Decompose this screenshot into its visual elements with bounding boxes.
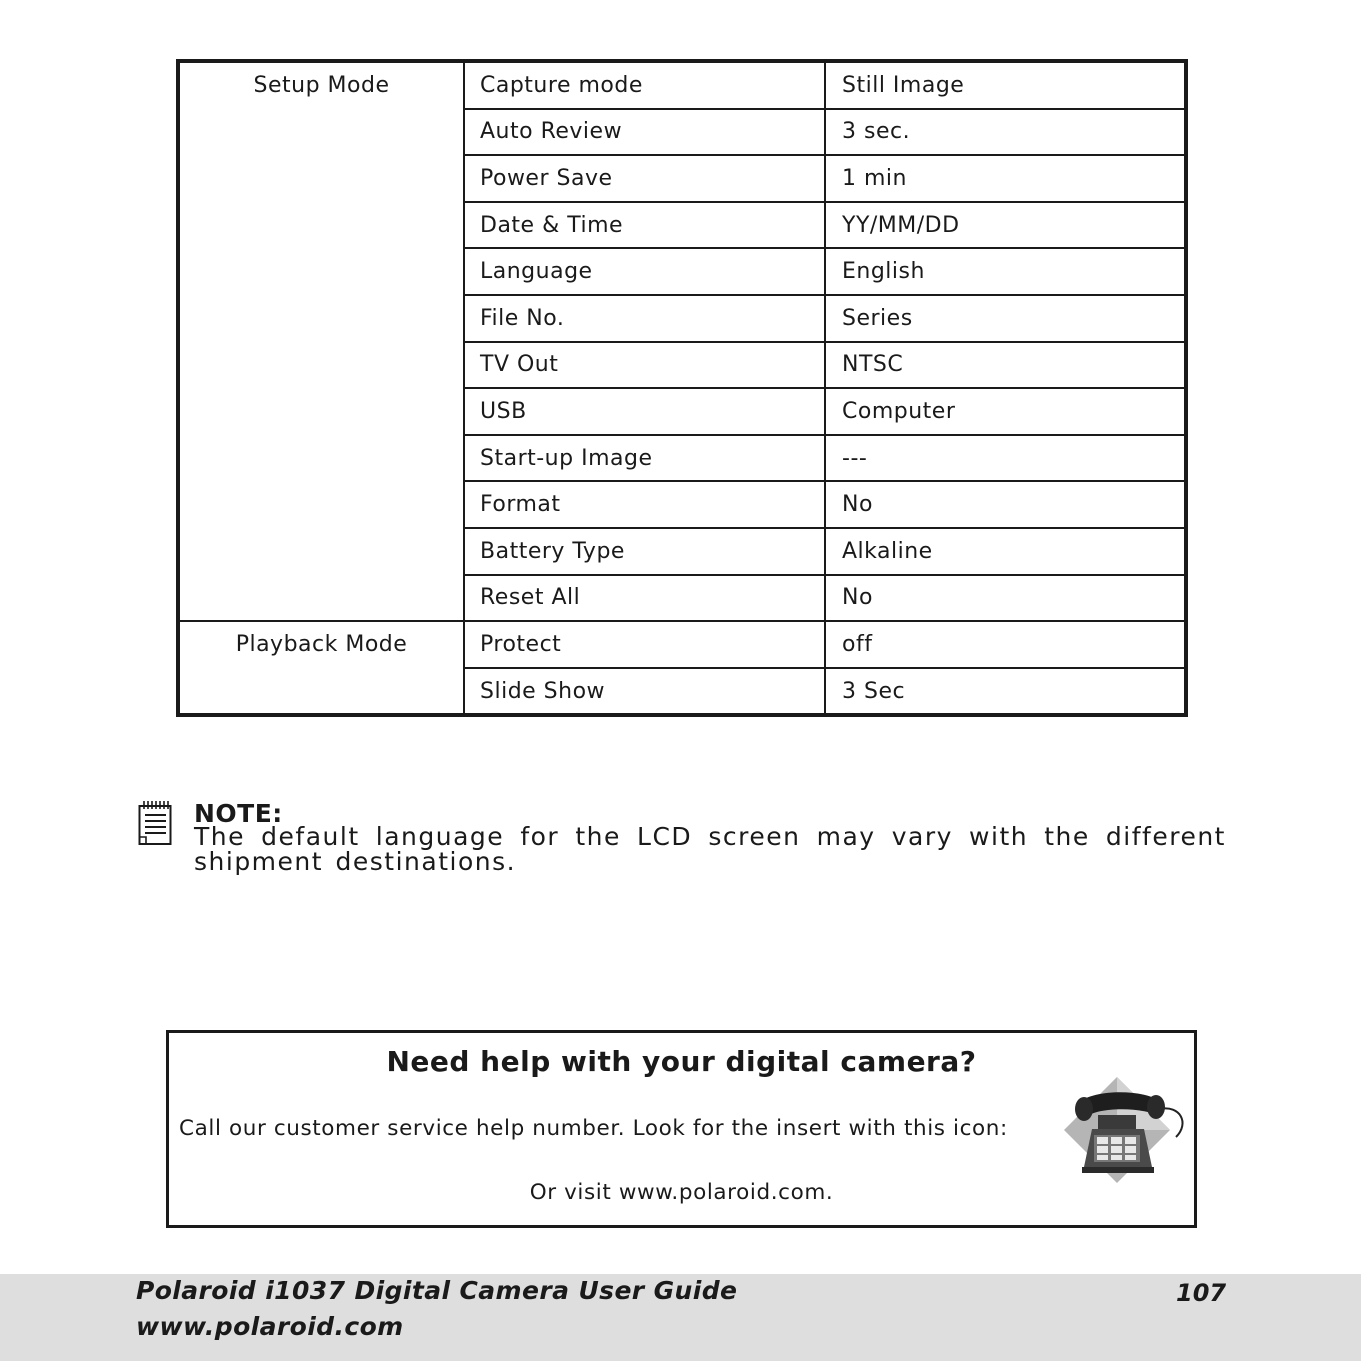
setting-name: Format [464,481,825,528]
setting-name: Start-up Image [464,435,825,482]
setting-value: 1 min [825,155,1186,202]
setting-name: Auto Review [464,109,825,156]
setup-mode-cell: Setup Mode [178,61,464,621]
page-number: 107 [1176,1279,1227,1307]
setting-value: Alkaline [825,528,1186,575]
setting-name: Date & Time [464,202,825,249]
notepad-icon [138,800,172,846]
setting-name: Protect [464,621,825,668]
setting-value: English [825,248,1186,295]
playback-mode-cell: Playback Mode [178,621,464,715]
setting-value: No [825,481,1186,528]
help-call-text: Call our customer service help number. Look for the insert with this icon: [179,1116,1008,1141]
footer-url: www.polaroid.com [136,1312,404,1341]
footer [0,1274,1361,1361]
footer-title: Polaroid i1037 Digital Camera User Guide [136,1276,738,1305]
note-text: The default language for the LCD screen may vary with the different shipment destinations. [194,822,1226,876]
setting-value: NTSC [825,342,1186,389]
setting-value: Series [825,295,1186,342]
setting-name: Power Save [464,155,825,202]
setting-value: Computer [825,388,1186,435]
settings-table [176,59,1188,717]
setting-name: Battery Type [464,528,825,575]
setting-name: USB [464,388,825,435]
setting-name: File No. [464,295,825,342]
help-box [166,1030,1197,1228]
setting-value: off [825,621,1186,668]
setting-value: 3 Sec [825,668,1186,716]
help-visit-text: Or visit www.polaroid.com. [529,1180,834,1205]
table-row [178,61,1186,109]
setting-value: Still Image [825,61,1186,109]
setting-value: No [825,575,1186,622]
setting-name: Reset All [464,575,825,622]
setting-value: YY/MM/DD [825,202,1186,249]
setting-value: 3 sec. [825,109,1186,156]
setting-name: TV Out [464,342,825,389]
setting-value: --- [825,435,1186,482]
table-row [178,621,1186,668]
telephone-icon [1064,1075,1189,1193]
setting-name: Language [464,248,825,295]
setting-name: Capture mode [464,61,825,109]
note-title: NOTE: [194,799,283,828]
setting-name: Slide Show [464,668,825,716]
help-title: Need help with your digital camera? [386,1045,977,1078]
